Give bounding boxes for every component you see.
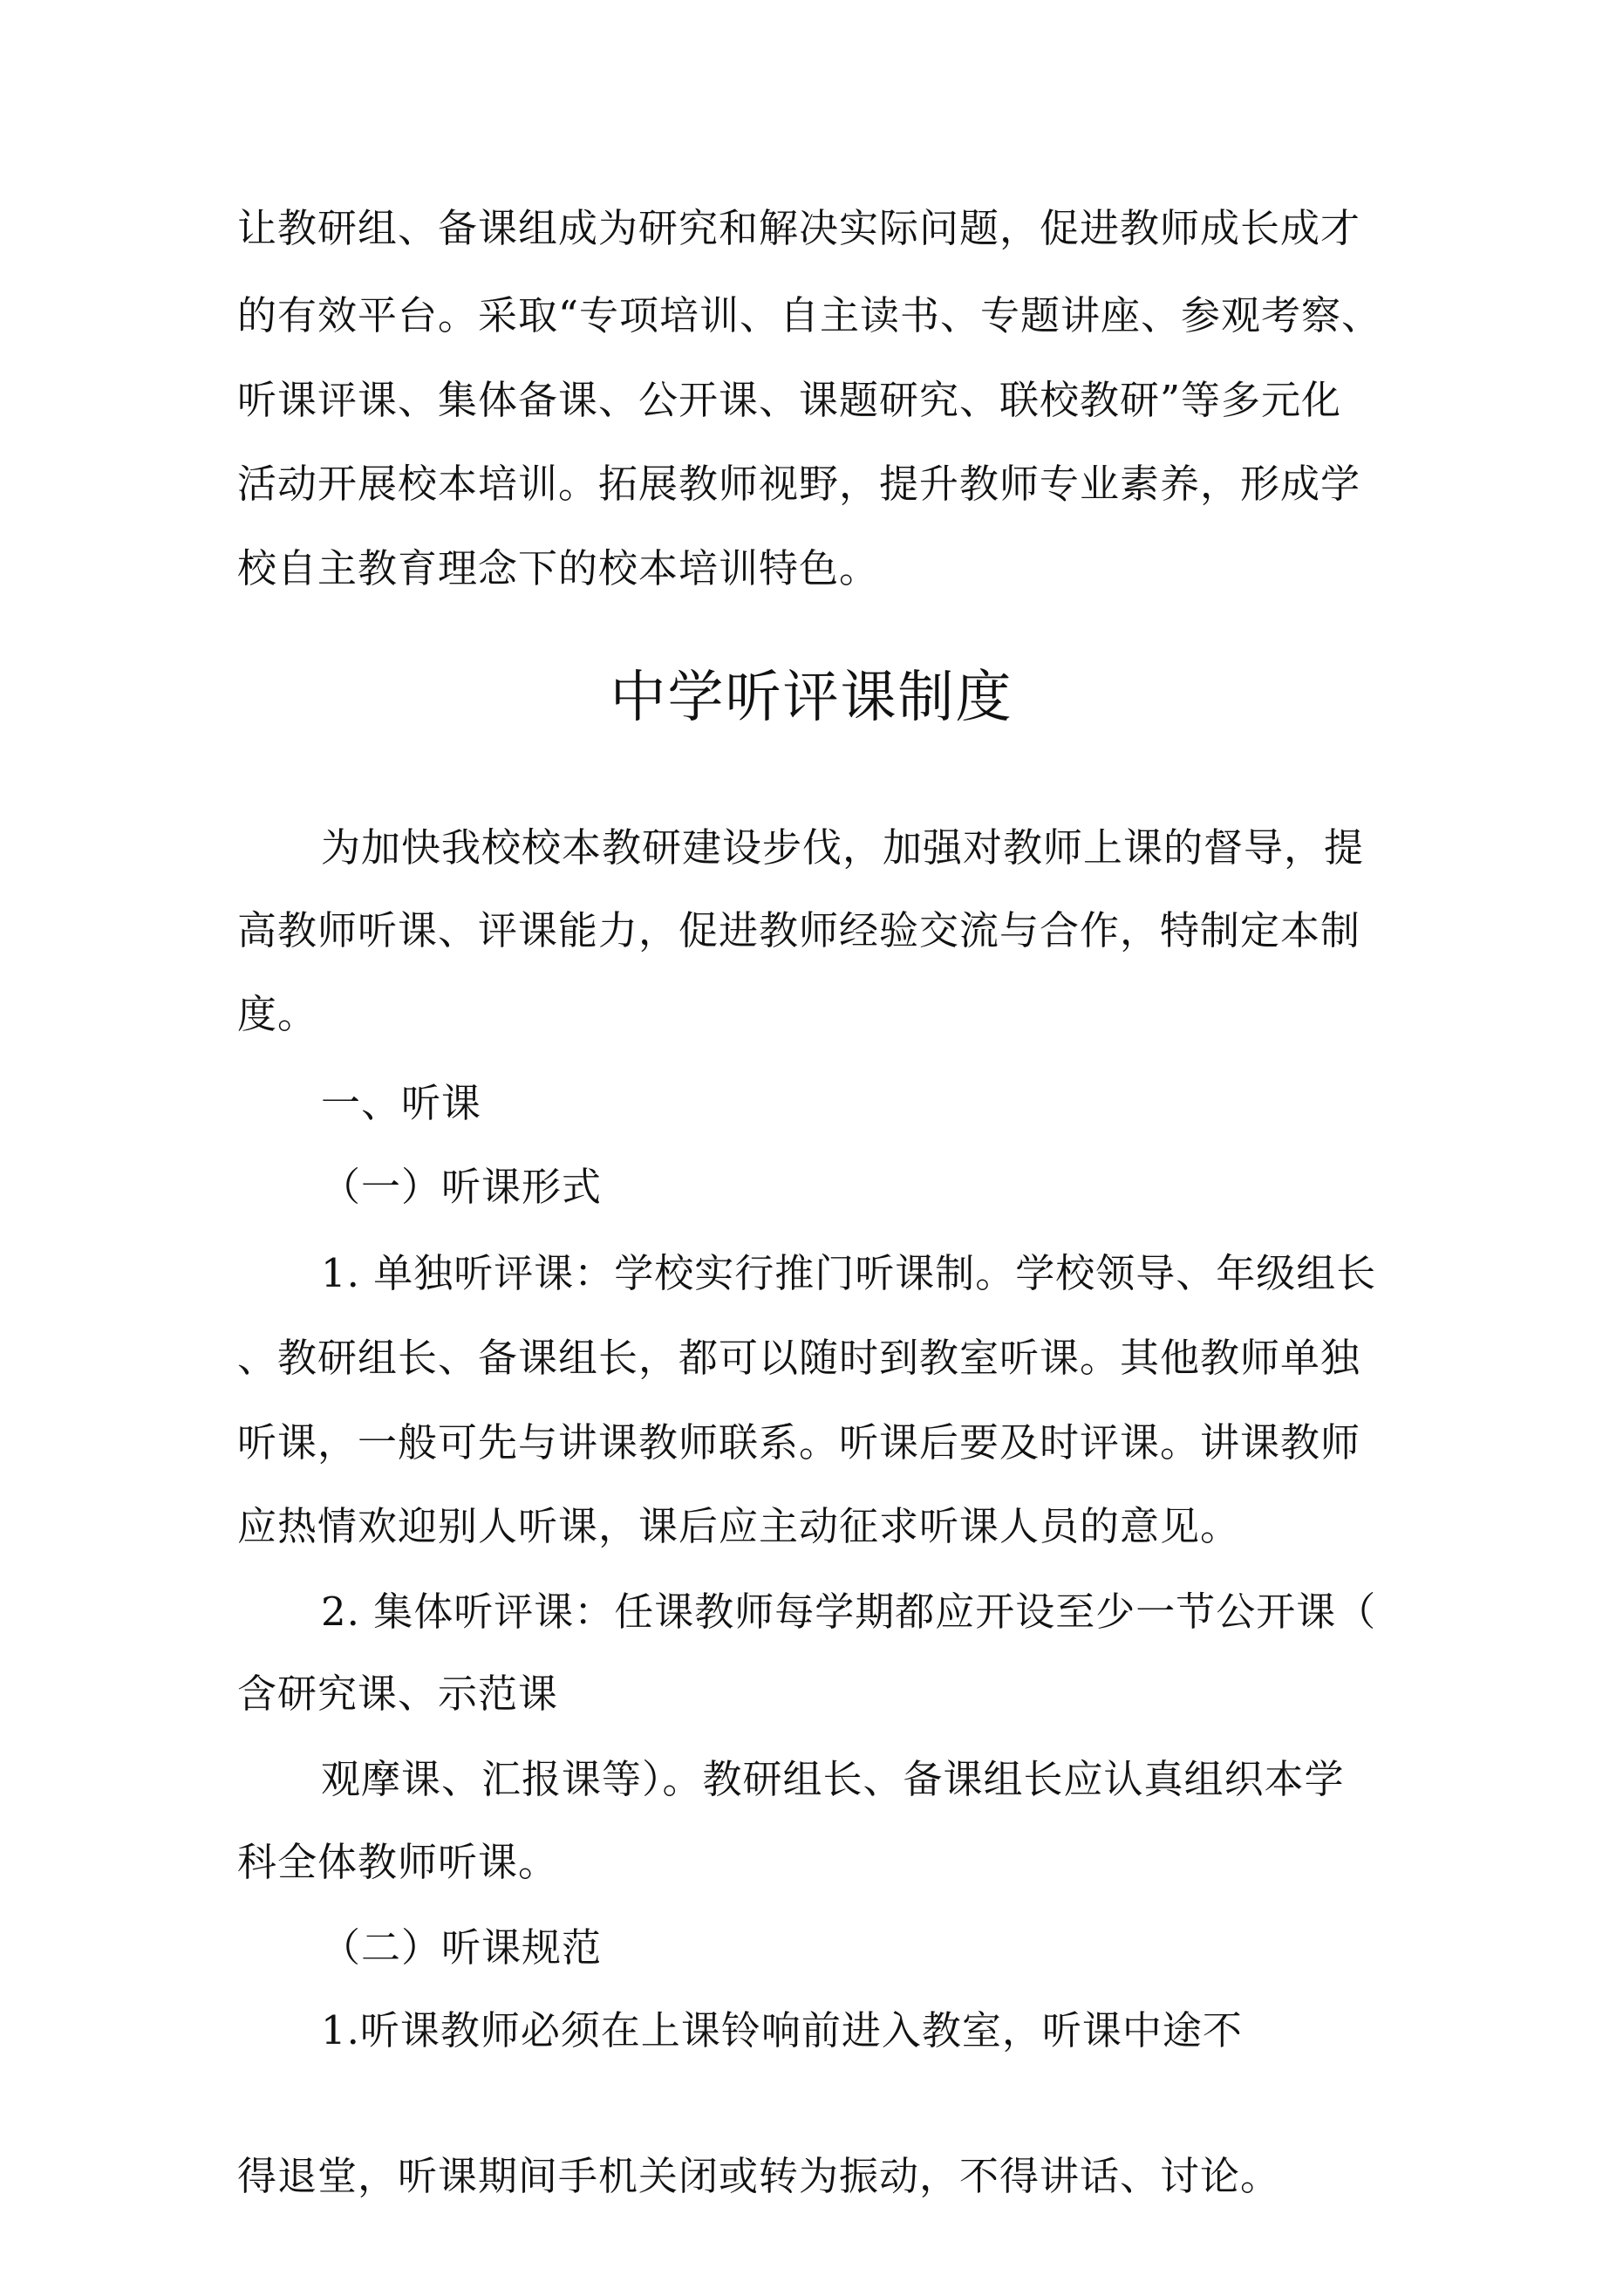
paragraph-line: 观摩课、汇报课等）。教研组长、备课组长应认真组织本学 xyxy=(321,1756,1345,1802)
paragraph-line: 听课，一般可先与讲课教师联系。听课后要及时评课。讲课教师 xyxy=(237,1419,1361,1466)
paragraph-line: 得退堂，听课期间手机关闭或转为振动，不得讲话、讨论。 xyxy=(237,2153,1281,2199)
paragraph-line: 高教师听课、评课能力，促进教师经验交流与合作，特制定本制 xyxy=(237,907,1361,953)
paragraph-line: 的有效平台。采取“专项培训、自主读书、专题讲座、参观考察、 xyxy=(237,292,1382,338)
paragraph-line: 1.听课教师必须在上课铃响前进入教室，听课中途不 xyxy=(321,2007,1243,2053)
document-title: 中学听评课制度 xyxy=(610,666,1013,730)
paragraph-line: 为加快我校校本教研建设步伐，加强对教师上课的督导，提 xyxy=(321,824,1365,871)
paragraph-line: 校自主教育理念下的校本培训特色。 xyxy=(237,545,880,591)
paragraph-line: 2. 集体听评课：任课教师每学期都应开设至少一节公开课（ xyxy=(321,1589,1377,1635)
paragraph-line: 1. 单独听评课：学校实行推门听课制。学校领导、年级组长 xyxy=(321,1250,1377,1296)
section-heading: 一、听课 xyxy=(321,1080,482,1126)
paragraph-line: 应热情欢迎别人听课，课后应主动征求听课人员的意见。 xyxy=(237,1503,1241,1549)
paragraph-line: 、教研组长、备课组长，都可以随时到教室听课。其他教师单独 xyxy=(237,1335,1361,1381)
paragraph-line: 活动开展校本培训。拓展教师视野，提升教师专业素养，形成学 xyxy=(237,461,1361,507)
subsection-heading: （一）听课形式 xyxy=(321,1164,603,1210)
subsection-heading: （二）听课规范 xyxy=(321,1924,603,1971)
paragraph-line: 度。 xyxy=(237,991,318,1037)
paragraph-line: 让教研组、备课组成为研究和解决实际问题，促进教师成长成才 xyxy=(237,205,1361,251)
paragraph-line: 听课评课、集体备课、公开课、课题研究、联校教研”等多元化 xyxy=(237,377,1342,423)
paragraph-line: 科全体教师听课。 xyxy=(237,1839,559,1885)
paragraph-line: 含研究课、示范课 xyxy=(237,1671,559,1717)
